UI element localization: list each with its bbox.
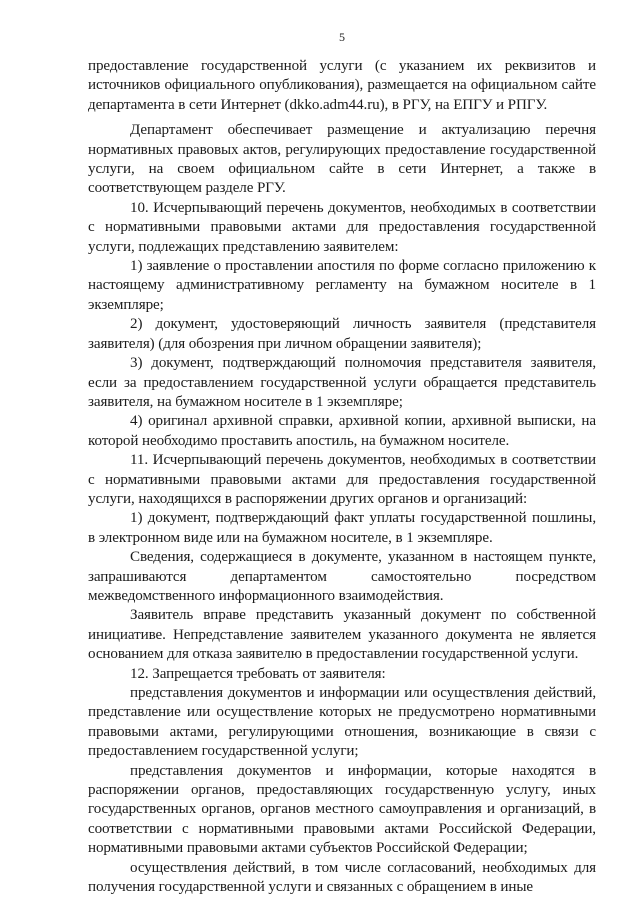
paragraph-item-12-a: представления документов и информации или осуществления действий, представление или осуществление которых не предусмотрено нормативными правовыми актами, регулирующими отношения, возникающие в связи с предоставлением государственной услуги; (88, 685, 596, 760)
paragraph-item-10: 10. Исчерпывающий перечень документов, необходимых в соответствии с нормативными правовыми актами для предоставления государственной услуги, подлежащих представлению заявителем: (88, 199, 596, 255)
paragraph-item-12-b: представления документов и информации, которые находятся в распоряжении органов, предоставляющих государственную услугу, иных государственных органов, органов местного самоуправления и организаций, в соответствии с нормативными правовыми актами Российской Федерации, нормативными правовыми актами субъектов Российской Федерации; (88, 762, 596, 857)
paragraph-acts-publication: предоставление государственной услуги (с указанием их реквизитов и источников официального опубликования), размещается на официальном сайте департамента в сети Интернет (dkko.adm44.ru), в РГУ, на ЕПГУ и РПГУ. (88, 58, 596, 113)
paragraph-item-10-1: 1) заявление о проставлении апостиля по форме согласно приложению к настоящему административному регламенту на бумажном носителе в 1 экземпляре; (88, 258, 596, 313)
paragraph-item-10-4: 4) оригинал архивной справки, архивной копии, архивной выписки, на которой необходимо проставить апостиль, на бумажном носителе. (88, 413, 596, 449)
paragraph-item-12-c: осуществления действий, в том числе согласований, необходимых для получения государственной услуги и связанных с обращением в иные (88, 859, 596, 896)
page-number: 5 (339, 30, 345, 44)
paragraph-item-11-1: 1) документ, подтверждающий факт уплаты государственной пошлины, в электронном виде или на бумажном носителе, в 1 экземпляре. (88, 510, 596, 546)
paragraph-item-11: 11. Исчерпывающий перечень документов, необходимых в соответствии с нормативными правовыми актами для предоставления государственной услуги, находящихся в распоряжении других органов и организаций: (88, 452, 596, 507)
paragraph-item-12: 12. Запрещается требовать от заявителя: (130, 665, 386, 682)
paragraph-department-actualization: Департамент обеспечивает размещение и актуализацию перечня нормативных правовых актов, регулирующих предоставление государственной услуги, на своем официальном сайте в сети Интернет, а также в соответствующем разделе РГУ. (88, 122, 596, 197)
paragraph-item-10-3: 3) документ, подтверждающий полномочия представителя заявителя, если за предоставлением государственной услуги обращается представитель заявителя, на бумажном носителе в 1 экземпляре; (88, 355, 596, 410)
paragraph-item-10-2: 2) документ, удостоверяющий личность заявителя (представителя заявителя) (для обозрения при личном обращении заявителя); (88, 316, 596, 352)
paragraph-own-initiative: Заявитель вправе представить указанный документ по собственной инициативе. Непредставление заявителем указанного документа не является основанием для отказа заявителю в предоставлении государственной услуги. (88, 607, 596, 663)
paragraph-interagency-info: Сведения, содержащиеся в документе, указанном в настоящем пункте, запрашиваются департаментом самостоятельно посредством межведомственного информационного взаимодействия. (88, 549, 596, 604)
